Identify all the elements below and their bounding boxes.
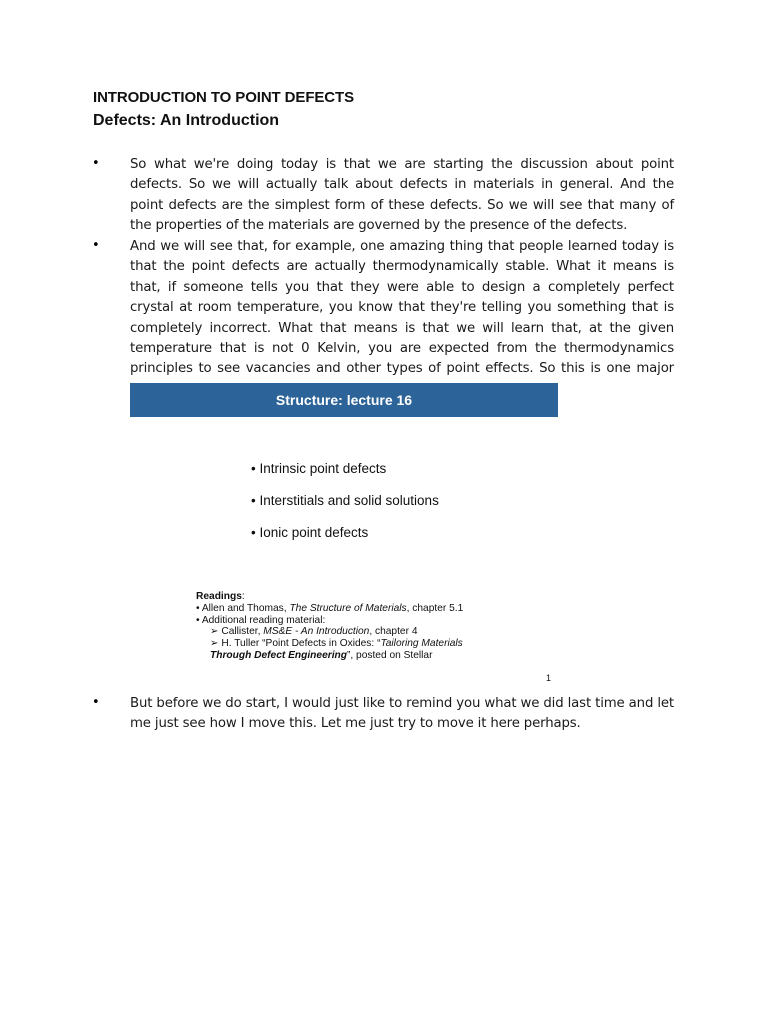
reading-text: ➢ Callister, xyxy=(210,626,264,638)
slide-bullet-item: • Intrinsic point defects xyxy=(251,461,387,476)
paragraph-2: And we will see that, for example, one amazing thing that people learned today is that the point defects are actually thermodynamically stable. What it means is that, if someone tells you that they were able to design a completely perfect crystal at room temperature, you know that they're telling you something that is completely incorrect. What that means is that we will learn that, at the given temperature that is not 0 Kelvin, you are expected from the thermodynamics principles to see vacancies and other types of point effects. So this is one major xyxy=(130,239,674,377)
slide-header-title: Structure: lecture 16 xyxy=(275,392,413,408)
document-subtitle: Defects: An Introduction xyxy=(93,112,280,129)
reading-text: , chapter 5.1 xyxy=(406,602,464,614)
slide-bullet-item: • Ionic point defects xyxy=(251,525,369,540)
reading-book-title: Tailoring Materials xyxy=(380,638,463,650)
lecture-slide-image xyxy=(130,383,558,685)
reading-text: ➢ H. Tuller “Point Defects in Oxides: “ xyxy=(210,638,381,650)
slide-bullet-list xyxy=(251,459,439,555)
bullet-marker: • xyxy=(92,695,100,710)
bullet-marker: • xyxy=(92,238,100,253)
readings-title: Readings xyxy=(196,591,242,602)
paragraph-1: So what we're doing today is that we are starting the discussion about point defects. So we will actually talk about defects in materials in general. And the point defects are the simplest form of these defects. So we will see that many of the properties of the materials are governed by the presence of the defects. xyxy=(130,157,674,234)
readings-heading xyxy=(196,591,463,603)
slide-bullet-item: • Interstitials and solid solutions xyxy=(251,493,439,508)
slide-page-number: 1 xyxy=(546,673,552,683)
reading-text: ”, posted on Stellar xyxy=(346,649,433,661)
reading-book-title: Through Defect Engineering xyxy=(210,649,347,661)
reading-book-title: MS&E - An Introduction xyxy=(263,626,370,638)
reading-subitem xyxy=(196,638,463,650)
reading-subitem-continued xyxy=(196,650,463,662)
readings-colon: : xyxy=(241,591,245,602)
reading-book-title: The Structure of Materials xyxy=(289,602,407,614)
reading-subitem xyxy=(196,626,463,638)
bullet-marker: • xyxy=(92,156,100,171)
reading-text: , chapter 4 xyxy=(369,626,418,638)
document-title: INTRODUCTION TO POINT DEFECTS xyxy=(93,89,354,106)
reading-item xyxy=(196,603,463,615)
reading-item: • Additional reading material: xyxy=(196,614,326,626)
slide-readings xyxy=(196,591,463,662)
reading-text: • Allen and Thomas, xyxy=(196,602,290,614)
paragraph-3: But before we do start, I would just like to remind you what we did last time and let me just see how I move this. Let me just try to move it here perhaps. xyxy=(130,696,674,732)
